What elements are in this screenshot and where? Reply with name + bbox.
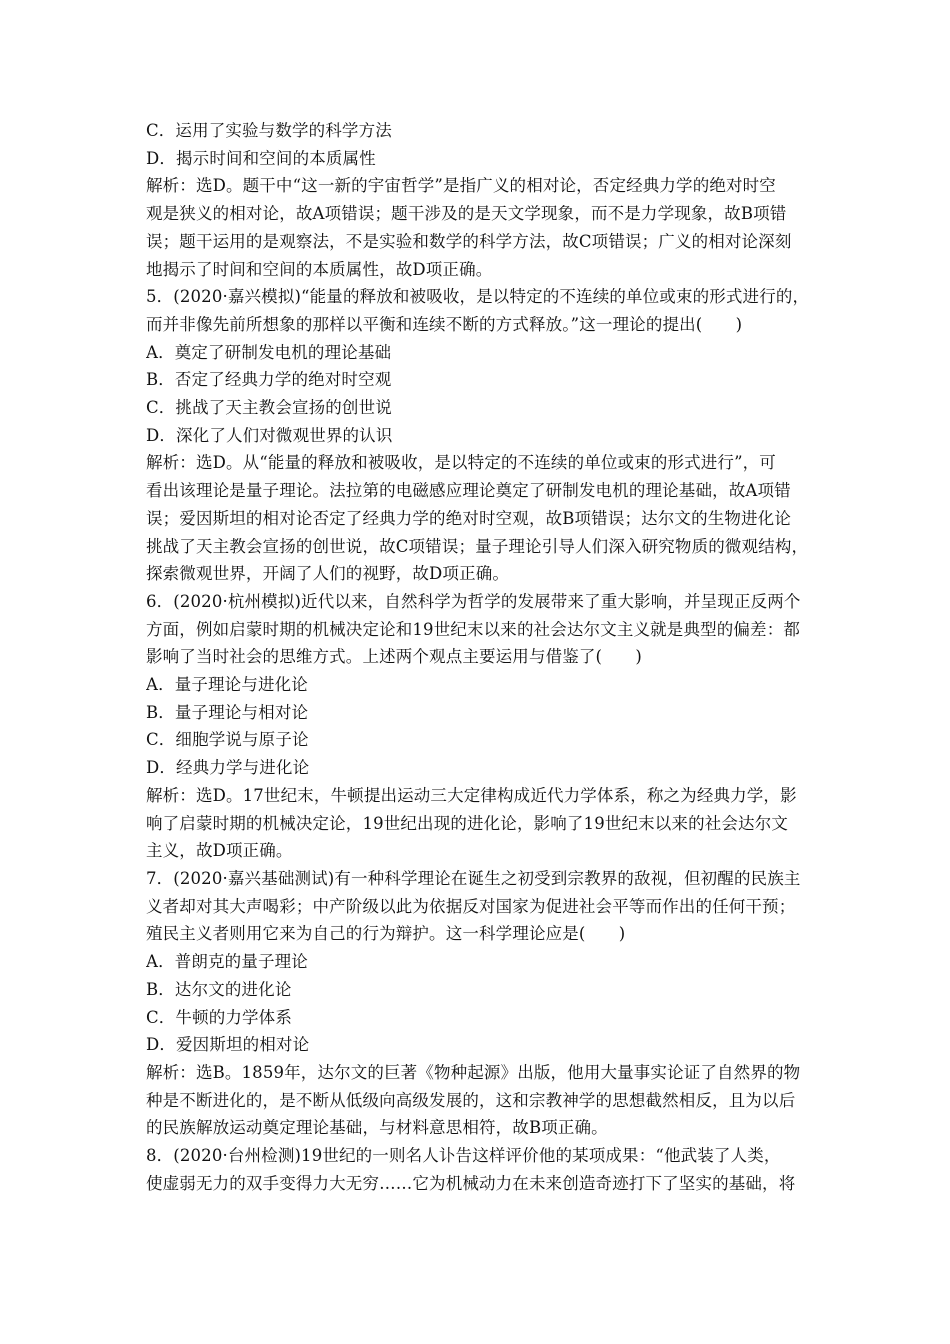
- option-b-q6: B．量子理论与相对论: [146, 702, 309, 722]
- analysis-q4-line-2: 观是狭义的相对论，故A项错误；题干涉及的是天文学现象，而不是力学现象，故B项错: [146, 204, 787, 224]
- analysis-q5-line-5: 探索微观世界，开阔了人们的视野，故D项正确。: [146, 564, 510, 584]
- question-7-line-3: 殖民主义者则用它来为自己的行为辩护。这一科学理论应是( ): [146, 924, 626, 944]
- question-5-line-1: 5．(2020·嘉兴模拟)“能量的释放和被吸收，是以特定的不连续的单位或束的形式进行的，: [146, 287, 810, 307]
- option-a-q5: A．奠定了研制发电机的理论基础: [146, 342, 392, 362]
- question-6-line-1: 6．(2020·杭州模拟)近代以来，自然科学为哲学的发展带来了重大影响，并呈现正反两个: [146, 591, 801, 611]
- option-b-q5: B．否定了经典力学的绝对时空观: [146, 370, 392, 390]
- analysis-q5-line-1: 解析：选D。从“能量的释放和被吸收，是以特定的不连续的单位或束的形式进行”，可: [146, 453, 776, 473]
- option-d-q7: D．爱因斯坦的相对论: [146, 1035, 310, 1055]
- option-d-q5: D．深化了人们对微观世界的认识: [146, 425, 393, 445]
- analysis-q6-line-2: 响了启蒙时期的机械决定论，19世纪出现的进化论，影响了19世纪末以来的社会达尔文: [146, 813, 788, 833]
- option-c-q4: C．运用了实验与数学的科学方法: [146, 121, 392, 140]
- analysis-q4-line-1: 解析：选D。题干中“这一新的宇宙哲学”是指广义的相对论，否定经典力学的绝对时空: [146, 176, 776, 196]
- analysis-q5-line-4: 挑战了天主教会宣扬的创世说，故C项错误；量子理论引导人们深入研究物质的微观结构，: [146, 536, 809, 556]
- question-8-line-2: 使虚弱无力的双手变得力大无穷……它为机械动力在未来创造奇迹打下了坚实的基础，将: [146, 1173, 796, 1193]
- analysis-q4-line-4: 地揭示了时间和空间的本质属性，故D项正确。: [146, 259, 493, 279]
- option-c-q7: C．牛顿的力学体系: [146, 1007, 292, 1027]
- analysis-q7-line-1: 解析：选B。1859年，达尔文的巨著《物种起源》出版，他用大量事实论证了自然界的物: [146, 1062, 801, 1082]
- question-7-line-2: 义者却对其大声喝彩；中产阶级以此为依据反对国家为促进社会平等而作出的任何干预；: [146, 896, 796, 916]
- question-6-line-2: 方面，例如启蒙时期的机械决定论和19世纪末以来的社会达尔文主义就是典型的偏差：都: [146, 619, 800, 639]
- option-b-q7: B．达尔文的进化论: [146, 979, 292, 999]
- analysis-q7-line-3: 的民族解放运动奠定理论基础，与材料意思相符，故B项正确。: [146, 1118, 608, 1138]
- analysis-q6-line-1: 解析：选D。17世纪末，牛顿提出运动三大定律构成近代力学体系，称之为经典力学，影: [146, 785, 797, 805]
- option-c-q6: C．细胞学说与原子论: [146, 730, 309, 750]
- analysis-q6-line-3: 主义，故D项正确。: [146, 841, 293, 861]
- question-8-line-1: 8．(2020·台州检测)19世纪的一则名人讣告这样评价他的某项成果：“他武装了人类，: [146, 1146, 781, 1166]
- analysis-q5-line-3: 误；爱因斯坦的相对论否定了经典力学的绝对时空观，故B项错误；达尔文的生物进化论: [146, 508, 791, 528]
- question-5-line-2: 而并非像先前所想象的那样以平衡和连续不断的方式释放。”这一理论的提出( ): [146, 314, 743, 334]
- analysis-q4-line-3: 误；题干运用的是观察法，不是实验和数学的科学方法，故C项错误；广义的相对论深刻: [146, 231, 792, 251]
- option-c-q5: C．挑战了天主教会宣扬的创世说: [146, 398, 392, 418]
- option-a-q7: A．普朗克的量子理论: [146, 952, 308, 972]
- option-a-q6: A．量子理论与进化论: [146, 675, 308, 695]
- question-7-line-1: 7．(2020·嘉兴基础测试)有一种科学理论在诞生之初受到宗教界的敌视，但初醒的民族主: [146, 868, 801, 888]
- analysis-q7-line-2: 种是不断进化的，是不断从低级向高级发展的，这和宗教神学的思想截然相反，且为以后: [146, 1090, 796, 1110]
- option-d-q6: D．经典力学与进化论: [146, 758, 310, 778]
- analysis-q5-line-2: 看出该理论是量子理论。法拉第的电磁感应理论奠定了研制发电机的理论基础，故A项错: [146, 481, 791, 501]
- option-d-q4: D．揭示时间和空间的本质属性: [146, 148, 376, 168]
- question-6-line-3: 影响了当时社会的思维方式。上述两个观点主要运用与借鉴了( ): [146, 647, 643, 667]
